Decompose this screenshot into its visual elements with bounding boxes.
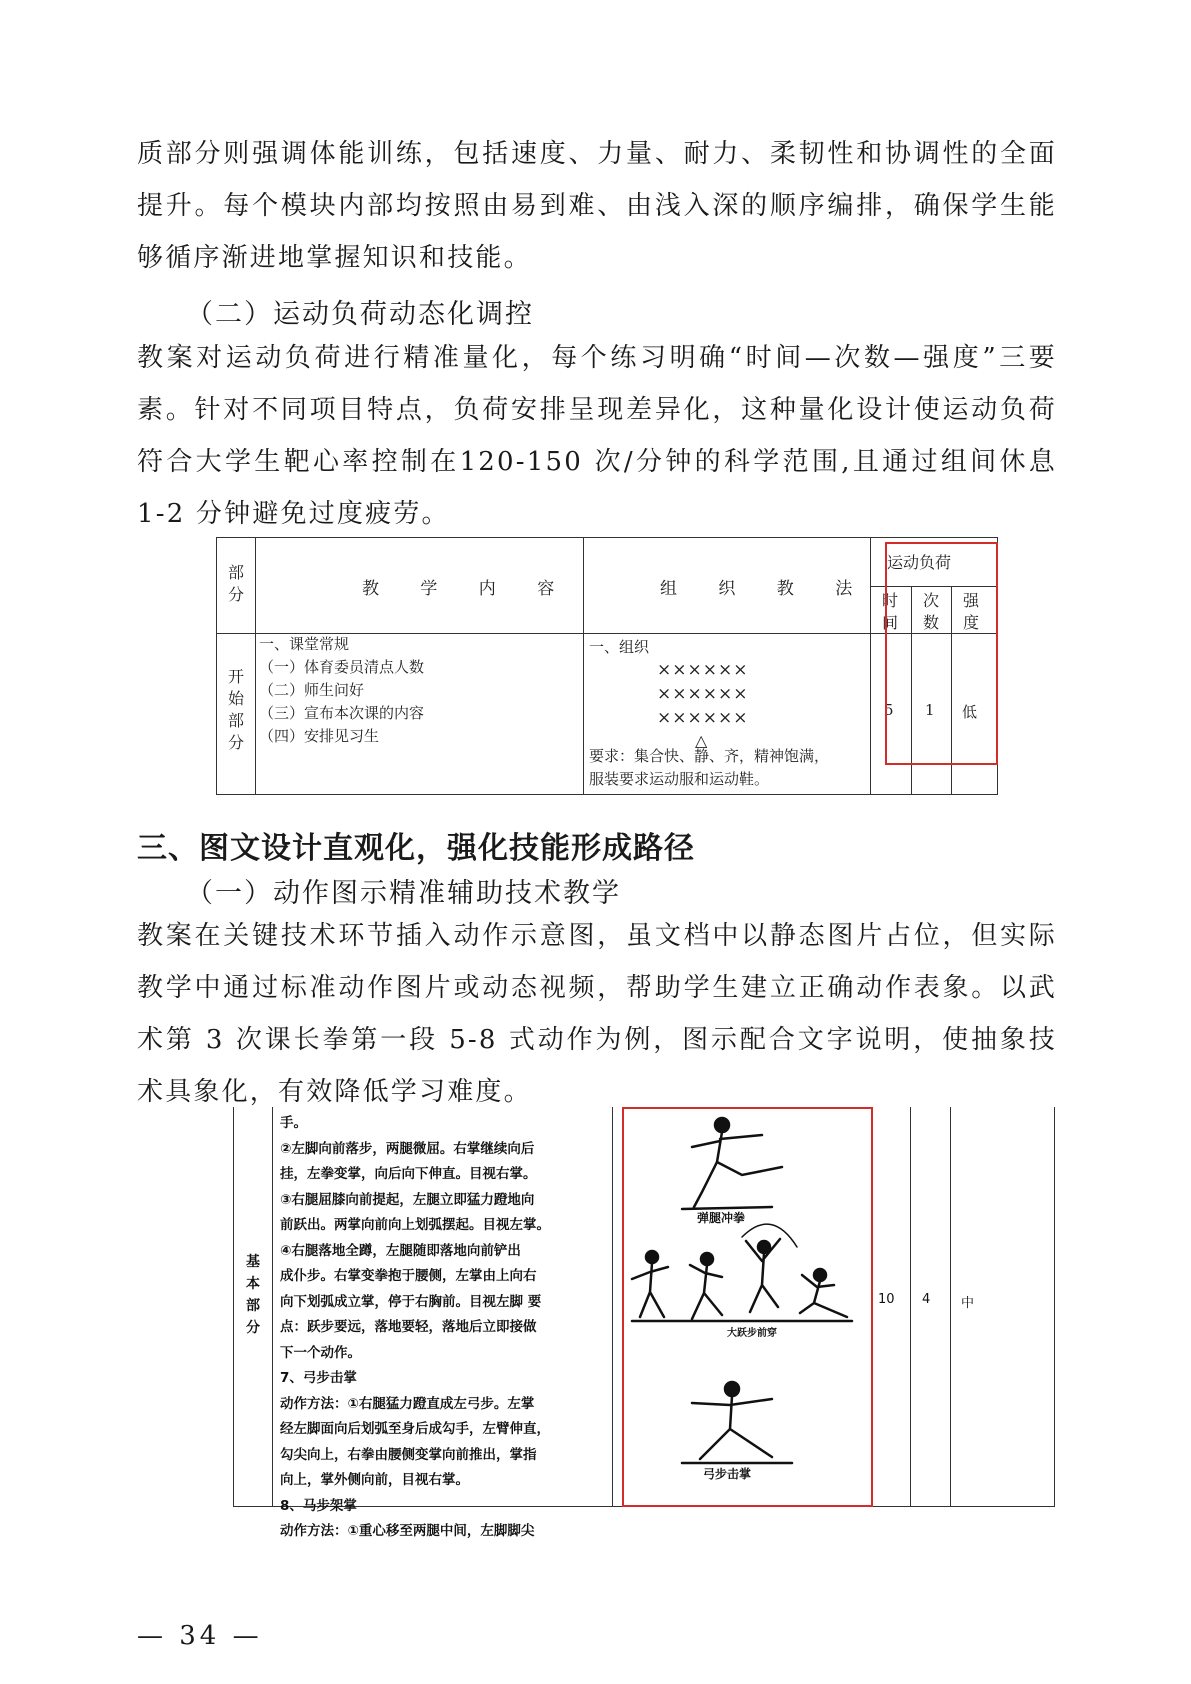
header-load: 运动负荷 — [887, 553, 952, 572]
row-count-basic: 4 — [922, 1292, 931, 1307]
paragraph-2: 教案对运动负荷进行精准量化，每个练习明确“时间—次数—强度”三要素。针对不同项目特点，负荷安排呈现差异化，这种量化设计使运动负荷符合大学生靶心率控制在120-150 次/分钟的科学范围,且通过组间休息 1-2 分钟避免过度疲劳。 — [137, 343, 1057, 529]
row-part-basic: 基本部分 — [246, 1254, 260, 1336]
header-part: 部分 — [227, 563, 244, 604]
caption-2: 大跃步前穿 — [727, 1328, 777, 1339]
row-count: 1 — [925, 701, 935, 719]
row-method-title: 一、组织 — [589, 638, 650, 656]
subheading-action-diagram: （一）动作图示精准辅助技术教学 — [186, 878, 621, 909]
action-description: 手。 ②左脚向前落步，两腿微屈。右掌继续向后 挂，左拳变掌，向后向下伸直。目视右掌。 ③右腿屈膝向前提起，左腿立即猛力蹬地向 前跃出。两掌向前向上划弧摆起。目视左掌。 ④右腿落地全蹲，左腿随即落地向前铲出 成仆步。右掌变拳抱于腰侧，左掌由上向右 向下划弧成立掌，停于右胸前。目视左脚 要 点：跃步要远，落地要轻，落地后立即接做 下一个动作。 7、弓步击掌 动作方法：①右腿猛力蹬直成左弓步。左掌 经左脚面向后划弧至身后成勾手，左臂伸直， 勾尖向上，右拳由腰侧变掌向前推出，掌指 向上，掌外侧向前，目视右掌。 8、马步架掌 动作方法：①重心移至两腿中间，左脚脚尖 — [280, 1115, 550, 1539]
header-content: 教 学 内 容 — [362, 579, 573, 599]
teacher-triangle: △ — [695, 731, 708, 750]
lesson-table-start — [216, 537, 998, 795]
caption-1: 弹腿冲拳 — [696, 1211, 745, 1225]
row-time-basic: 10 — [878, 1292, 895, 1307]
formation-grid: ×××××× ×××××× ×××××× — [657, 660, 749, 728]
caption-3: 弓步击掌 — [702, 1467, 751, 1481]
row-intensity-basic: 中 — [961, 1296, 975, 1311]
header-count: 次数 — [922, 591, 939, 632]
section-heading-3: 三、图文设计直观化，强化技能形成路径 — [137, 831, 695, 866]
page-number: — 34 — — [137, 1621, 263, 1651]
header-method: 组 织 教 法 — [660, 579, 871, 599]
header-intensity: 强度 — [962, 591, 979, 632]
subheading-load-control: （二）运动负荷动态化调控 — [186, 299, 534, 330]
row-part: 开始部分 — [227, 667, 244, 752]
paragraph-1: 质部分则强调体能训练，包括速度、力量、耐力、柔韧性和协调性的全面提升。每个模块内部均按照由易到难、由浅入深的顺序编排，确保学生能够循序渐进地掌握知识和技能。 — [137, 139, 1057, 273]
row-content: 一、课堂常规 （一）体育委员清点人数 （二）师生问好 （三）宣布本次课的内容 （四）安排见习生 — [259, 635, 425, 745]
row-requirement: 要求：集合快、静、齐，精神饱满， 服装要求运动服和运动鞋。 — [589, 747, 830, 788]
header-time: 时间 — [881, 591, 898, 632]
highlight-figures-box — [622, 1107, 873, 1507]
paragraph-3: 教案在关键技术环节插入动作示意图，虽文档中以静态图片占位，但实际教学中通过标准动作图片或动态视频，帮助学生建立正确动作表象。以武术第 3 次课长拳第一段 5-8 式动作为例，图示配合文字说明，使抽象技术具象化，有效降低学习难度。 — [137, 921, 1057, 1107]
row-time: 5 — [884, 701, 894, 719]
highlight-load-box — [885, 542, 998, 765]
row-intensity: 低 — [962, 703, 978, 721]
